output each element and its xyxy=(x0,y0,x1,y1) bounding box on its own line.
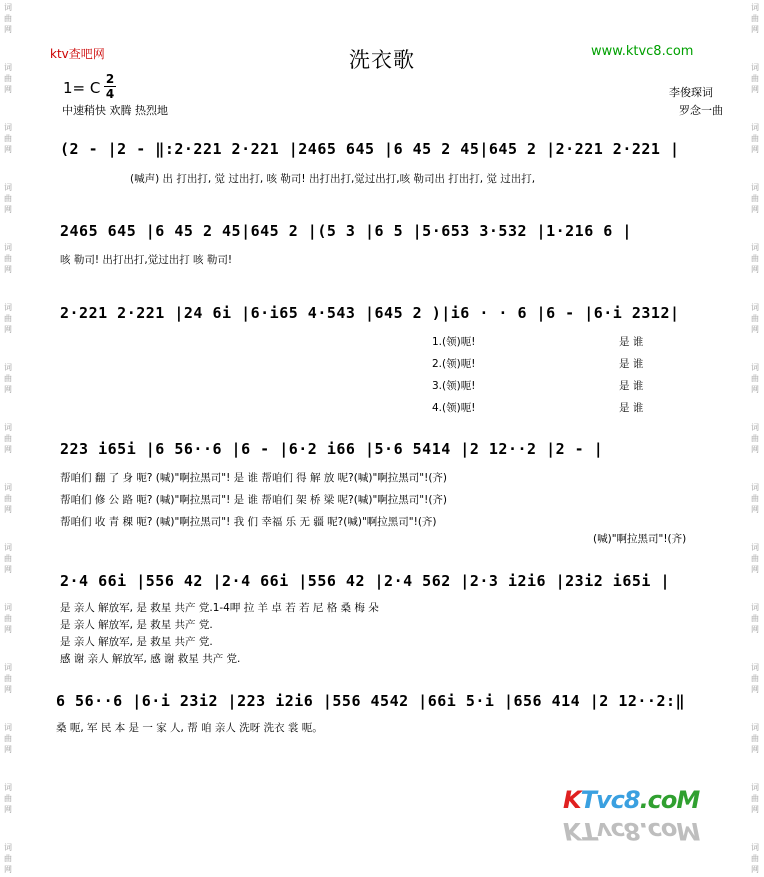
site-logo: KTvc8.coM xyxy=(563,786,700,814)
side-mark: 词 曲 网 xyxy=(751,303,759,334)
side-mark: 词 曲 网 xyxy=(4,843,12,874)
side-mark: 词 曲 网 xyxy=(4,783,12,814)
side-mark: 词 曲 网 xyxy=(751,363,759,394)
verse-3-call: 3.(领)呃! xyxy=(432,380,476,392)
score-line-6-lyric: 桑 呃, 军 民 本 是 一 家 人, 帮 咱 亲人 洗呀 洗衣 裳 呃。 xyxy=(56,722,323,734)
side-mark: 词 曲 网 xyxy=(751,663,759,694)
tempo-marking: 中速稍快 欢腾 热烈地 xyxy=(62,104,168,117)
score-line-5-verse-1: 是 亲人 解放军, 是 救星 共产 党.1-4呷 拉 羊 卓 若 若 尼 格 桑 梅 朵 xyxy=(60,602,379,614)
side-mark: 词 曲 网 xyxy=(4,603,12,634)
side-mark: 词 曲 网 xyxy=(4,363,12,394)
site-name-left[interactable]: ktv查吧网 xyxy=(50,47,105,61)
side-mark: 词 曲 网 xyxy=(4,723,12,754)
score-line-6-notes: 6 56··6 |6·i 23i2 |223 i2i6 |556 4542 |66i 5·i |656 414 |2 12··2:‖ xyxy=(56,692,686,710)
score-line-5-verse-3: 是 亲人 解放军, 是 救星 共产 党. xyxy=(60,636,213,648)
composer-credit: 罗念一曲 xyxy=(679,104,723,117)
verse-1-call: 1.(领)呃! xyxy=(432,336,476,348)
side-mark: 词 曲 网 xyxy=(751,63,759,94)
side-mark: 词 曲 网 xyxy=(4,483,12,514)
meter-bottom: 4 xyxy=(105,87,115,101)
verse-1-response: 是 谁 xyxy=(619,336,644,348)
side-mark: 词 曲 网 xyxy=(751,783,759,814)
site-url-right[interactable]: www.ktvc8.com xyxy=(591,44,694,59)
key-signature: 1= C xyxy=(63,79,101,97)
side-mark: 词 曲 网 xyxy=(751,3,759,34)
side-mark: 词 曲 网 xyxy=(4,63,12,94)
side-mark: 词 曲 网 xyxy=(4,543,12,574)
side-mark: 词 曲 网 xyxy=(4,663,12,694)
verse-2-response: 是 谁 xyxy=(619,358,644,370)
song-title: 洗衣歌 xyxy=(349,48,415,72)
side-mark: 词 曲 网 xyxy=(751,183,759,214)
score-line-4-verse-2: 帮咱们 修 公 路 呃? (喊)"啊拉黑司"! 是 谁 帮咱们 架 桥 梁 呢?(喊)"啊拉黑司"!(齐) xyxy=(60,494,448,506)
side-mark: 词 曲 网 xyxy=(751,243,759,274)
verse-3-response: 是 谁 xyxy=(619,380,644,392)
side-mark: 词 曲 网 xyxy=(751,603,759,634)
score-line-5-notes: 2·4 66i |556 42 |2·4 66i |556 42 |2·4 562 |2·3 i2i6 |23i2 i65i | xyxy=(60,572,670,590)
verse-2-call: 2.(领)呃! xyxy=(432,358,476,370)
left-watermark-column xyxy=(1,0,15,877)
right-watermark-column xyxy=(748,0,762,877)
score-line-4-notes: 223 i65i |6 56··6 |6 - |6·2 i66 |5·6 5414 |2 12··2 |2 - | xyxy=(60,440,604,458)
time-signature xyxy=(104,73,116,100)
score-line-5-verse-2: 是 亲人 解放军, 是 救星 共产 党. xyxy=(60,619,213,631)
side-mark: 词 曲 网 xyxy=(4,3,12,34)
side-mark: 词 曲 网 xyxy=(751,723,759,754)
side-mark: 词 曲 网 xyxy=(4,123,12,154)
score-line-4-verse-4: (喊)"啊拉黑司"!(齐) xyxy=(593,533,687,545)
side-mark: 词 曲 网 xyxy=(751,843,759,874)
score-line-1-notes: (2 - |2 - ‖:2·221 2·221 |2465 645 |6 45 2 45|645 2 |2·221 2·221 | xyxy=(60,140,680,158)
verse-4-call: 4.(领)呃! xyxy=(432,402,476,414)
side-mark: 词 曲 网 xyxy=(4,243,12,274)
verse-4-response: 是 谁 xyxy=(619,402,644,414)
meter-top: 2 xyxy=(105,72,115,86)
score-line-4-verse-3: 帮咱们 收 青 稞 呃? (喊)"啊拉黑司"! 我 们 幸福 乐 无 疆 呢?(喊)"啊拉黑司"!(齐) xyxy=(60,516,437,528)
score-line-3-notes: 2·221 2·221 |24 6i |6·i65 4·543 |645 2 )|i6 · · 6 |6 - |6·i 2312| xyxy=(60,304,680,322)
side-mark: 词 曲 网 xyxy=(4,303,12,334)
side-mark: 词 曲 网 xyxy=(4,423,12,454)
side-mark: 词 曲 网 xyxy=(751,483,759,514)
score-line-5-verse-4: 感 谢 亲人 解放军, 感 谢 救星 共产 党. xyxy=(60,653,241,665)
lyricist-credit: 李俊琛词 xyxy=(669,86,713,99)
score-line-4-verse-1: 帮咱们 翻 了 身 呃? (喊)"啊拉黑司"! 是 谁 帮咱们 得 解 放 呢?(喊)"啊拉黑司"!(齐) xyxy=(60,472,448,484)
side-mark: 词 曲 网 xyxy=(751,543,759,574)
score-line-2-notes: 2465 645 |6 45 2 45|645 2 |(5 3 |6 5 |5·653 3·532 |1·216 6 | xyxy=(60,222,632,240)
side-mark: 词 曲 网 xyxy=(751,123,759,154)
side-mark: 词 曲 网 xyxy=(751,423,759,454)
score-line-2-lyric: 咳 勒司! 出打出打,觉过出打 咳 勒司! xyxy=(60,254,233,266)
site-logo-reflection: KTvc8.coM xyxy=(563,817,700,845)
side-mark: 词 曲 网 xyxy=(4,183,12,214)
score-line-1-lyric: (喊声) 出 打出打, 觉 过出打, 咳 勒司! 出打出打,觉过出打,咳 勒司出 打出打, 觉 过出打, xyxy=(130,173,536,185)
